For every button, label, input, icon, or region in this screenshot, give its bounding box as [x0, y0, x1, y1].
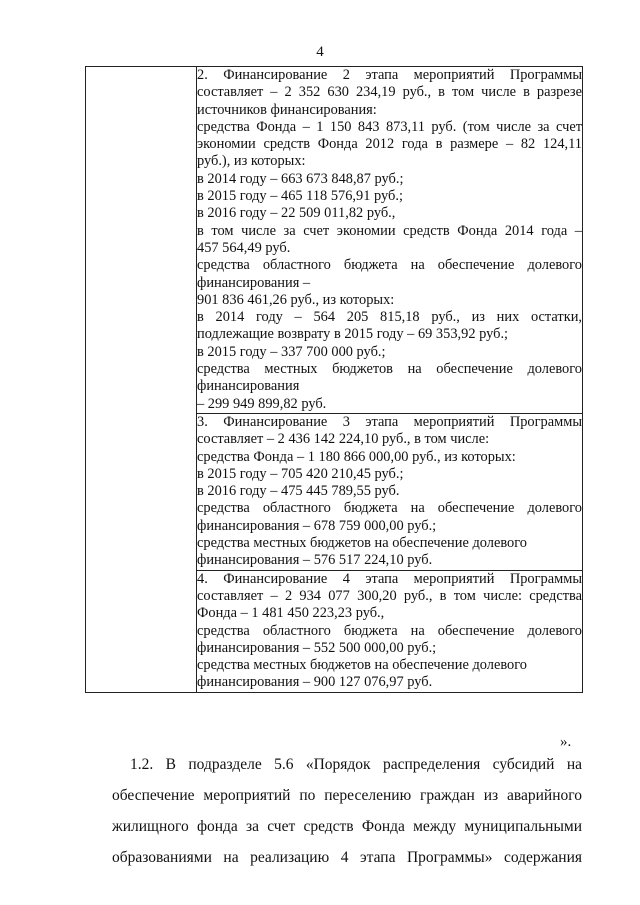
cell-text-line: финансирования – 576 517 224,10 руб. [197, 552, 433, 569]
cell-text-line: 4. Финансирование 4 этапа мероприятий Программы [197, 570, 582, 587]
cell-text-line: средства областного бюджета на обеспечение долевого [197, 500, 582, 517]
paragraph-line: образованиями на реализацию 4 этапа Программы» содержания [112, 849, 582, 866]
cell-text-line: средства местных бюджетов на обеспечение долевого [197, 657, 527, 674]
table-row [86, 67, 583, 414]
cell-text-line: финансирования – 552 500 000,00 руб.; [197, 639, 437, 656]
empty-left-cell [86, 67, 197, 693]
cell-text-line: финансирования – 678 759 000,00 руб.; [197, 517, 437, 534]
cell-text-line: финансирования [197, 378, 300, 395]
cell-text-line: составляет – 2 436 142 224,10 руб., в том числе: [197, 431, 490, 448]
cell-text-line: составляет – 2 934 077 300,20 руб., в том числе: средства [197, 587, 582, 604]
cell-text-line: средства местных бюджетов на обеспечение долевого [197, 535, 527, 552]
cell-text-line: 2. Финансирование 2 этапа мероприятий Программы [197, 67, 582, 83]
cell-text-line: 457 564,49 руб. [197, 239, 291, 256]
stage-4-financing-cell [197, 570, 583, 692]
stage-4-text [197, 571, 582, 692]
cell-text-line: в 2015 году – 337 700 000 руб.; [197, 343, 386, 360]
cell-text-line: источников финансирования: [197, 101, 377, 118]
stage-2-financing-cell [197, 67, 583, 414]
cell-text-line: в 2016 году – 475 445 789,55 руб. [197, 483, 400, 500]
cell-text-line: финансирования – 900 127 076,97 руб. [197, 674, 433, 691]
cell-text-line: в 2014 году – 663 673 848,87 руб.; [197, 170, 404, 187]
cell-text-line: средства областного бюджета на обеспечение долевого [197, 622, 582, 639]
stage-3-financing-cell [197, 413, 583, 570]
cell-text-line: Фонда – 1 481 450 223,23 руб., [197, 605, 385, 622]
paragraph-line: жилищного фонда за счет средств Фонда между муниципальными [112, 818, 582, 835]
cell-text-line: 901 836 461,26 руб., из которых: [197, 291, 395, 308]
cell-text-line: в 2015 году – 465 118 576,91 руб.; [197, 188, 403, 205]
page-number: 4 [316, 44, 324, 60]
cell-text-line: – 299 949 899,82 руб. [197, 395, 327, 412]
paragraph-line: обеспечение мероприятий по переселению граждан из аварийного [112, 787, 582, 804]
closing-quote: ». [560, 734, 572, 750]
cell-text-line: 3. Финансирование 3 этапа мероприятий Программы [197, 413, 582, 430]
cell-text-line: средства Фонда – 1 180 866 000,00 руб., из которых: [197, 448, 516, 465]
cell-text-line: экономии средств Фонда 2012 года в размере – 82 124,11 [197, 136, 582, 153]
cell-text-line: средства Фонда – 1 150 843 873,11 руб. (том числе за счет [197, 118, 582, 135]
cell-text-line: в том числе за счет экономии средств Фонда 2014 года – [197, 222, 582, 239]
cell-text-line: в 2016 году – 22 509 011,82 руб., [197, 205, 396, 222]
cell-text-line: финансирования – [197, 274, 311, 291]
cell-text-line: подлежащие возврату в 2015 году – 69 353,92 руб.; [197, 326, 509, 343]
cell-text-line: средства областного бюджета на обеспечение долевого [197, 257, 582, 274]
cell-text-line: руб.), из которых: [197, 153, 306, 170]
cell-text-line: составляет – 2 352 630 234,19 руб., в том числе в разрезе [197, 84, 582, 101]
cell-text-line: в 2015 году – 705 420 210,45 руб.; [197, 465, 404, 482]
stage-2-text [197, 67, 582, 413]
stage-3-text [197, 414, 582, 570]
program-financing-table [85, 66, 583, 693]
paragraph-line: 1.2. В подразделе 5.6 «Порядок распределения субсидий на [130, 756, 582, 773]
cell-text-line: в 2014 году – 564 205 815,18 руб., из них остатки, [197, 309, 582, 326]
cell-text-line: средства местных бюджетов на обеспечение долевого [197, 361, 582, 378]
